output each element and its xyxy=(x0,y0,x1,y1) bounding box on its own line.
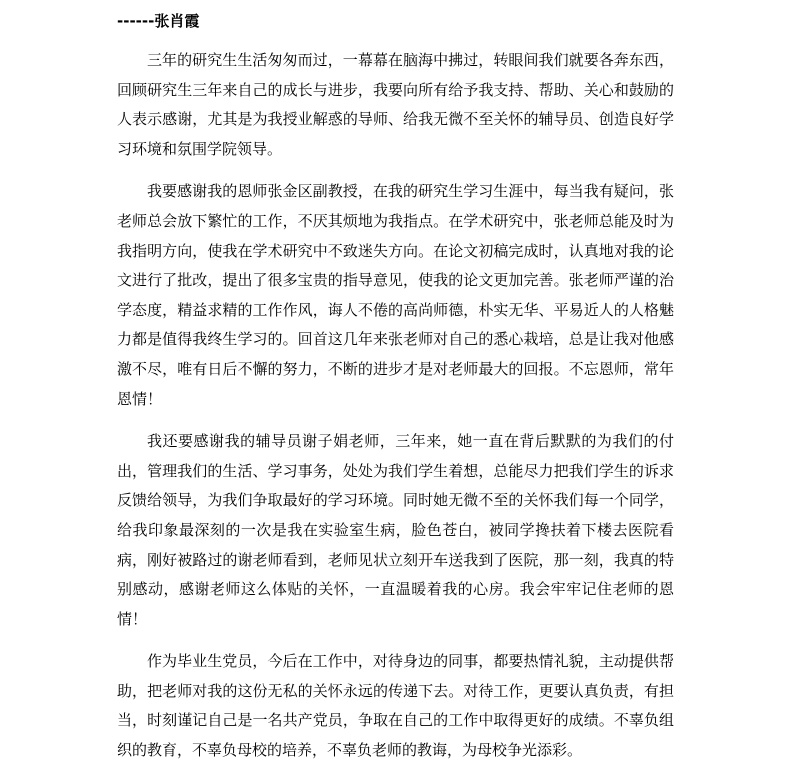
paragraph-thanks-supervisor: 我要感谢我的恩师张金区副教授，在我的研究生学习生涯中，每当我有疑问，张老师总会放下繁忙的工作，不厌其烦地为我指点。在学术研究中，张老师总能及时为我指明方向，使我在学术研究中不致迷失方向。在论文初稿完成时，认真地对我的论文进行了批改，提出了很多宝贵的指导意见，使我的论文更加完善。张老师严谨的治学态度，精益求精的工作作风，诲人不倦的高尚师德，朴实无华、平易近人的人格魅力都是值得我终生学习的。回首这几年来张老师对自己的悉心栽培，总是让我对他感激不尽，唯有日后不懈的努力，不断的进步才是对老师最大的回报。不忘恩师，常年恩情！ xyxy=(117,182,674,408)
paragraph-gratitude-intro: 三年的研究生生活匆匆而过，一幕幕在脑海中拂过，转眼间我们就要各奔东西，回顾研究生三年来自己的成长与进步，我要向所有给予我支持、帮助、关心和鼓励的人表示感谢，尤其是为我授业解惑的导师、给我无微不至关怀的辅导员、创造良好学习环境和氛围学院领导。 xyxy=(117,51,674,158)
paragraph-future-commitment: 作为毕业生党员，今后在工作中，对待身边的同事，都要热情礼貌，主动提供帮助，把老师对我的这份无私的关怀永远的传递下去。对待工作，更要认真负责，有担当，时刻谨记自己是一名共产党员，争取在自己的工作中取得更好的成绩。不辜负组织的教育，不辜负母校的培养，不辜负老师的教诲，为母校争光添彩。 xyxy=(117,652,674,760)
author-signature: ------张肖霞 xyxy=(117,12,200,30)
document-page xyxy=(117,0,674,766)
paragraph-thanks-counselor: 我还要感谢我的辅导员谢子娟老师，三年来，她一直在背后默默的为我们的付出，管理我们的生活、学习事务，处处为我们学生着想，总能尽力把我们学生的诉求反馈给领导，为我们争取最好的学习环境。同时她无微不至的关怀我们每一个同学，给我印象最深刻的一次是我在实验室生病，脸色苍白，被同学搀扶着下楼去医院看病，刚好被路过的谢老师看到，老师见状立刻开车送我到了医院，那一刻，我真的特别感动，感谢老师这么体贴的关怀，一直温暖着我的心房。我会牢牢记住老师的恩情！ xyxy=(117,432,674,628)
